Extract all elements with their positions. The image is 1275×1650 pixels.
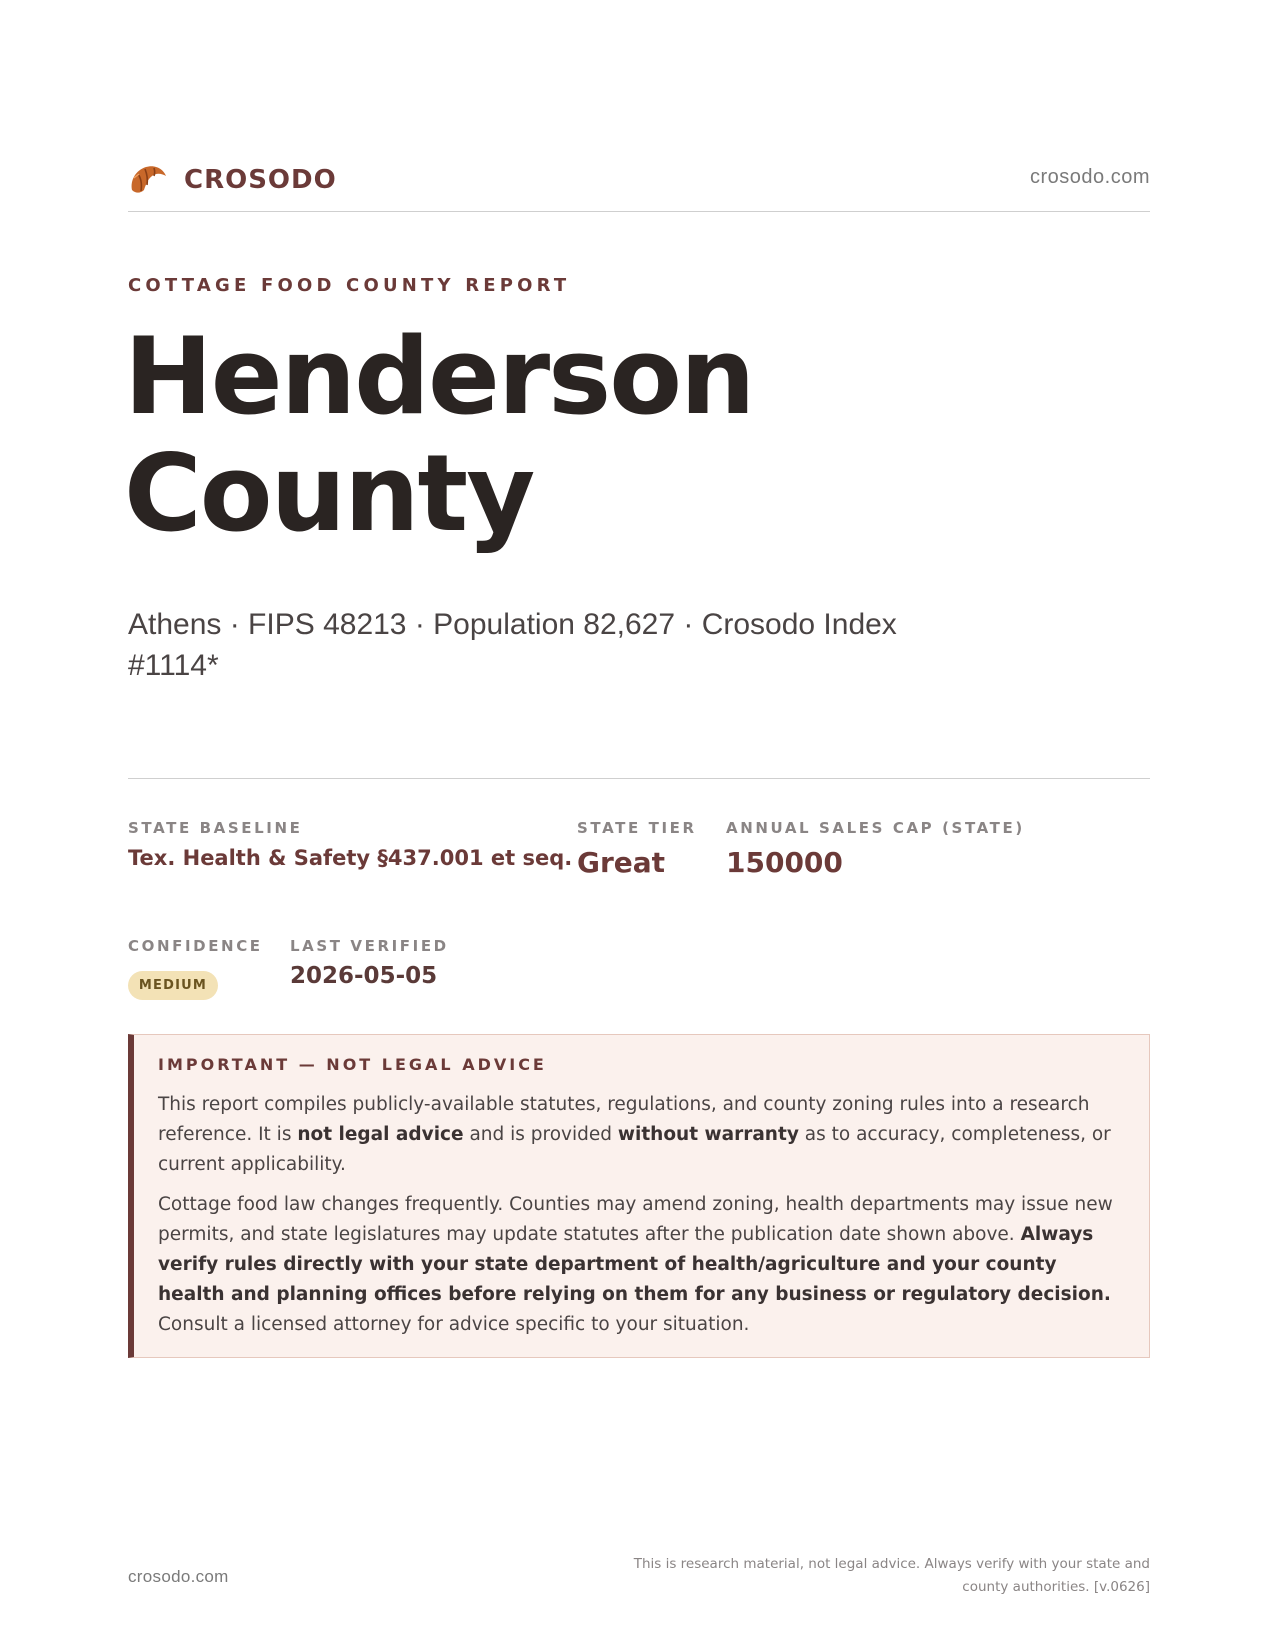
brand[interactable] [128, 160, 337, 200]
section-divider [128, 778, 1150, 779]
report-eyebrow: COTTAGE FOOD COUNTY REPORT [128, 275, 571, 296]
sales-cap-value: 150000 [726, 846, 843, 879]
sales-cap-label: ANNUAL SALES CAP (STATE) [726, 819, 1025, 837]
legal-notice [128, 1034, 1150, 1358]
footer-disclaimer: This is research material, not legal advice. Always verify with your state and county authorities. [v.0626] [633, 1556, 1150, 1595]
state-tier-value: Great [577, 846, 666, 879]
footer-site-url[interactable]: crosodo.com [128, 1567, 229, 1586]
county-title [124, 315, 1024, 555]
header-site-url[interactable]: crosodo.com [1030, 166, 1150, 188]
croissant-icon [128, 160, 168, 200]
state-tier-label: STATE TIER [577, 819, 697, 837]
title-line-1: Henderson [124, 315, 754, 438]
state-baseline-value: Tex. Health & Safety §437.001 et seq. [128, 846, 573, 870]
page-header [128, 160, 1150, 212]
notice-paragraph-1: This report compiles publicly-available statutes, regulations, and county zoning rules into a research reference. It is not legal advice and is provided without warranty as to accuracy, completeness, or current applicability. [158, 1094, 1111, 1175]
notice-title: IMPORTANT — NOT LEGAL ADVICE [158, 1055, 547, 1074]
title-line-2: County [124, 432, 534, 555]
notice-paragraph-2: Cottage food law changes frequently. Counties may amend zoning, health departments may issue new permits, and state legislatures may update statutes after the publication date shown above. Always verify rules directly with your state department of health/agriculture and your county health and planning offices before relying on them for any business or regulatory decision. Consult a licensed attorney for advice specific to your situation. [158, 1194, 1113, 1335]
confidence-badge: MEDIUM [128, 971, 218, 1000]
county-subtitle: Athens · FIPS 48213 · Population 82,627 · Crosodo Index #1114* [128, 608, 897, 682]
confidence-label: CONFIDENCE [128, 937, 263, 955]
last-verified-label: LAST VERIFIED [290, 937, 449, 955]
brand-name: CROSODO [184, 165, 337, 195]
last-verified-value: 2026-05-05 [290, 963, 438, 989]
state-baseline-label: STATE BASELINE [128, 819, 303, 837]
